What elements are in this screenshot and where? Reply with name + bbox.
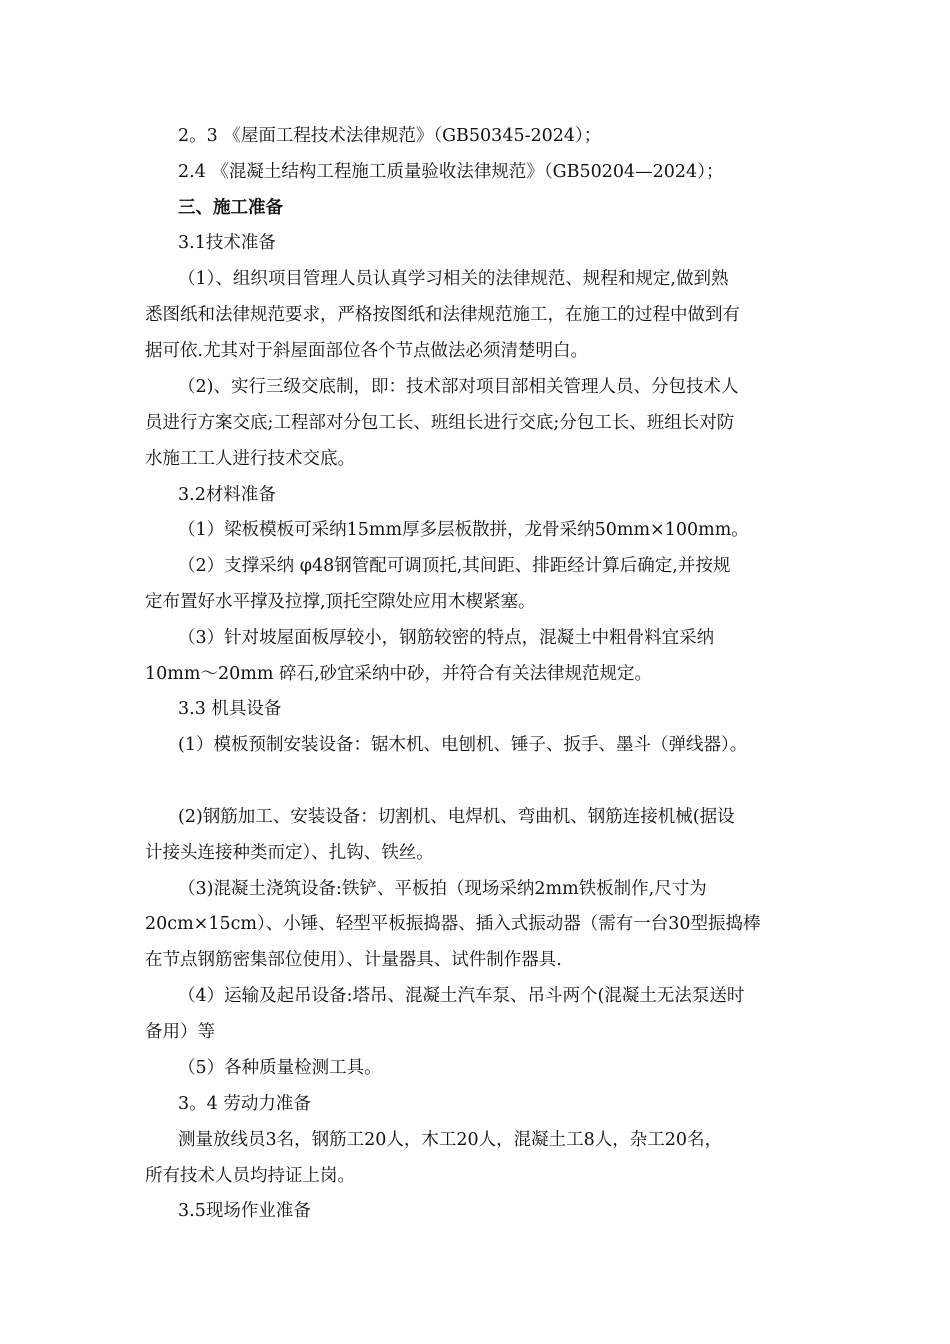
paragraph-line: 计接头连接种类而定）、扎钩、铁丝。 <box>145 843 434 863</box>
paragraph-line: 水施工工人进行技术交底。 <box>145 449 355 469</box>
paragraph-line: 所有技术人员均持证上岗。 <box>145 1166 355 1186</box>
subheading-3-2: 3.2材料准备 <box>178 485 276 505</box>
reference-2-3: 2。3 《屋面工程技术法律规范》（GB50345-2024）； <box>178 126 602 146</box>
section-heading-3: 三、施工准备 <box>178 198 283 218</box>
paragraph-line: 员进行方案交底;工程部对分包工长、班组长进行交底;分包工长、班组长对防 <box>145 413 735 433</box>
paragraph-line: （2）支撑采纳 φ48钢管配可调顶托,其间距、排距经计算后确定,并按规 <box>178 556 731 576</box>
paragraph-line: (2)钢筋加工、安装设备：切割机、电焊机、弯曲机、钢筋连接机械(据设 <box>178 807 735 827</box>
paragraph-line: 在节点钢筋密集部位使用）、计量器具、试件制作器具. <box>145 950 562 970</box>
paragraph-line: （5）各种质量检测工具。 <box>178 1058 382 1078</box>
subheading-3-1: 3.1技术准备 <box>178 233 276 253</box>
paragraph-line: 据可依.尤其对于斜屋面部位各个节点做法必须清楚明白。 <box>145 341 589 361</box>
paragraph-line: 10mm～20mm 碎石,砂宜采纳中砂，并符合有关法律规范规定。 <box>145 664 653 684</box>
paragraph-line: 测量放线员3名，钢筋工20人，木工20人，混凝土工8人，杂工20名， <box>178 1130 723 1150</box>
paragraph-line: 20cm×15cm）、小锤、轻型平板振捣器、插入式振动器（需有一台30型振捣棒 <box>145 914 761 934</box>
paragraph-line: （3）针对坡屋面板厚较小，钢筋较密的特点，混凝土中粗骨料宜采纳 <box>178 628 715 648</box>
subheading-3-5: 3.5现场作业准备 <box>178 1201 311 1221</box>
paragraph-line: 备用）等 <box>145 1022 215 1042</box>
paragraph-line: （1）、组织项目管理人员认真学习相关的法律规范、规程和规定,做到熟 <box>178 269 729 289</box>
paragraph-line: （1）梁板模板可采纳15mm厚多层板散拼，龙骨采纳50mm×100mm。 <box>178 520 749 540</box>
paragraph-line: （2)、实行三级交底制，即：技术部对项目部相关管理人员、分包技术人 <box>178 377 739 397</box>
subheading-3-4: 3。4 劳动力准备 <box>178 1094 311 1114</box>
paragraph-line: 悉图纸和法律规范要求，严格按图纸和法律规范施工，在施工的过程中做到有 <box>145 305 740 325</box>
paragraph-line: 定布置好水平撑及拉撑,顶托空隙处应用木楔紧塞。 <box>145 592 536 612</box>
paragraph-line: （4）运输及起吊设备:塔吊、混凝土汽车泵、吊斗两个(混凝土无法泵送时 <box>178 986 745 1006</box>
paragraph-line: (1）模板预制安装设备：锯木机、电刨机、锤子、扳手、墨斗（弹线器）。 <box>178 735 748 755</box>
subheading-3-3: 3.3 机具设备 <box>178 699 282 719</box>
paragraph-line: （3)混凝土浇筑设备:铁铲、平板拍（现场采纳2mm铁板制作,尺寸为 <box>178 879 707 899</box>
reference-2-4: 2.4 《混凝土结构工程施工质量验收法律规范》（GB50204—2024）； <box>178 162 724 182</box>
